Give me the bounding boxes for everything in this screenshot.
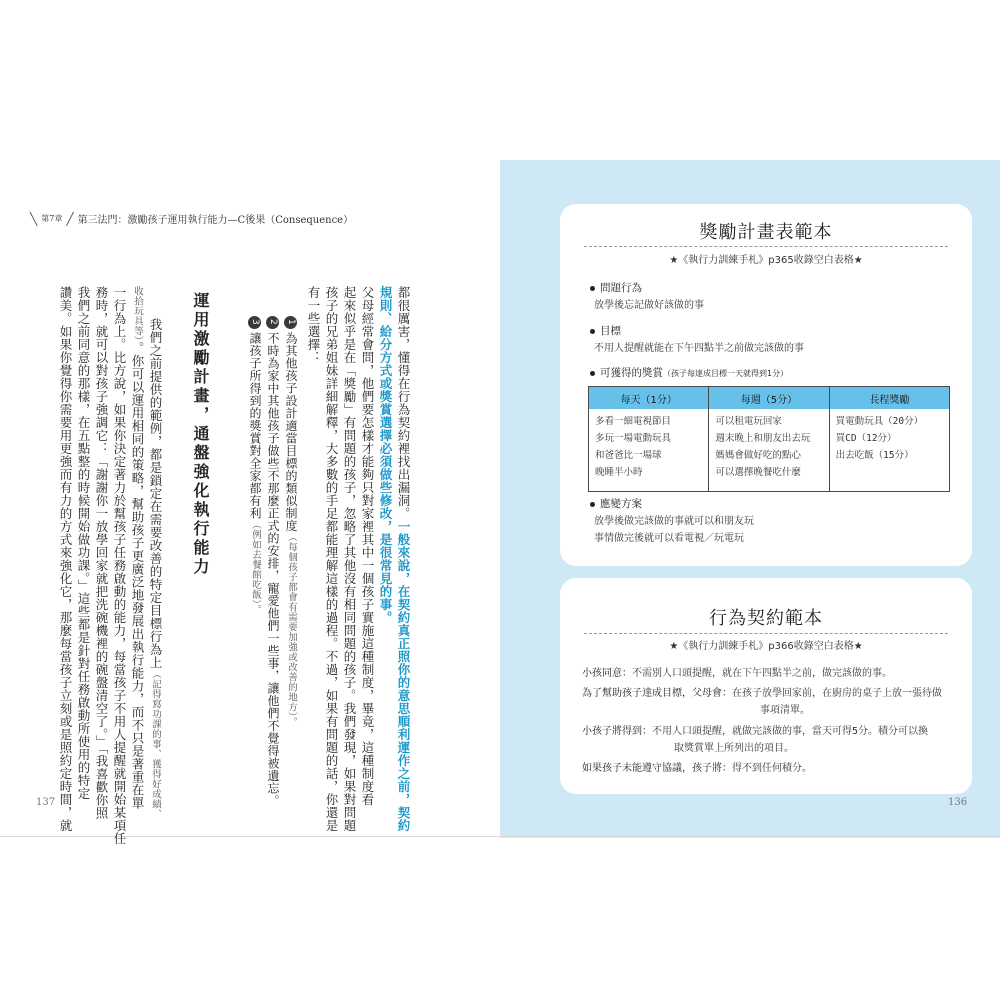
number-badge: 3 [248,316,261,329]
page-number: 137 [36,797,56,808]
label-text: 問題行為 [600,282,642,294]
bullet-icon [590,371,595,376]
body-note: （記得寫功課的事、獲得好成績、 [150,669,161,819]
running-head-title: 第三法門：激勵孩子運用執行能力—C後果（Consequence） [77,215,354,226]
option-item-1 [282,316,300,727]
option-item-3 [246,316,264,615]
section-heading: 運用激勵計畫，通盤強化執行能力 [191,292,210,577]
highlight-text: 一般來說，在契約真正照你的意思順利運作之前，契約 [396,520,411,832]
dashed-rule [584,246,948,247]
option-item-2 [264,316,282,807]
table-cell-daily [589,409,709,492]
bullet-icon [590,502,595,507]
highlight-column: 規則、給分方式或獎賞選擇必須做些修改，是很常見的事。 [378,286,393,624]
clause-label: 為了幫助孩子達成目標，父母會： [582,688,732,699]
backup-label [590,496,642,511]
clause-text: 得不到任何積分。 [732,763,812,774]
clause-text: 不需別人口頭提醒，就在下午四點半之前，做完該做的事。 [632,668,892,679]
body-column: 務時，就可以對孩子強調它：「謝謝你一放學回家就把洗碗機裡的碗盤清空了。」「我喜歡你照 [94,286,109,820]
contract-clause [582,685,952,719]
option-text: 為其他孩子設計適當目標的類似制度 [284,332,298,532]
label-text: 目標 [600,325,621,337]
table-cell-weekly [709,409,829,492]
reward-item: 可以租電玩回家 [715,416,782,427]
body-column [128,286,146,809]
clause-text: 在孩子放學回家前，在廚房的桌子上放一張待做 [732,688,942,699]
number-badge: 1 [284,316,297,329]
table-header-weekly: 每週（5分） [709,387,829,410]
body-text: 。你可以運用相同的策略，幫助孩子更廣泛地發展出執行能力，而不只是著重在單 [130,341,145,810]
label-text: 應變方案 [600,498,642,510]
reward-item: 買電動玩具（20分） [835,416,924,427]
problem-text: 放學後忘記做好該做的事 [594,300,704,311]
body-column: 父母經常會問，他們要怎樣才能夠只對家裡其中一個孩子實施這種制度，畢竟，這種制度看 [360,286,375,806]
chapter-label: 第7章 [41,214,63,223]
rewards-label [590,365,788,380]
clause-text: 事項清單。 [760,705,810,716]
option-note: （每個孩子都會有需要加強或改善的地方）。 [286,532,297,728]
clause-text: 不用人口頭提醒，就做完該做的事，當天可得5分。積分可以換 [652,726,929,737]
clause-label: 如果孩子未能遵守協議，孩子將： [582,763,732,774]
card-subtitle: ★《執行力訓練手札》p365收錄空白表格★ [669,255,863,266]
reward-item: 晚睡半小時 [595,467,643,478]
body-text: 我們之前提供的範例，都是鎖定在需要改善的特定目標行為上 [148,318,163,669]
card-title: 行為契約範本 [709,608,823,629]
dashed-rule [584,633,948,634]
option-text: 讓孩子所得到的獎賞對全家都有利 [248,332,262,520]
label-subtext: （孩子每達成目標一天就得到1分） [663,369,789,378]
body-note: 收拾玩具等） [132,286,143,342]
bullet-icon [590,286,595,291]
clause-label: 小孩同意： [582,668,632,679]
body-column: 孩子的兄弟姐妹詳細解釋，大多數的手足都能理解這樣的過程。不過，如果有問題的話，你還是 [324,286,339,832]
body-column: 我們之前同意的那樣，在五點整的時候開始做功課。」這些都是針對任務啟動所使用的特定 [76,286,91,800]
goal-text: 不用人提醒就能在下午四點半之前做完該做的事 [594,343,804,354]
body-column: 讚美。如果你覺得你需要用更強而有力的方式來強化它，那麼每當孩子立刻或是照約定時間，就 [58,286,73,832]
reward-item: 多看一細電視節目 [595,416,672,427]
clause-text: 取獎賞單上所列出的項目。 [674,743,794,754]
table-header-daily: 每天（1分） [589,387,709,410]
running-head [30,211,353,226]
body-column [394,286,412,832]
slash-mark: ╱ [66,211,74,226]
label-text: 可獲得的獎賞 [600,367,663,379]
reward-item: 週末晚上和朋友出去玩 [715,433,811,444]
option-note: （例如去餐館吃飯）。 [250,519,261,615]
body-column: 有一些選擇： [306,286,321,364]
problem-label [590,280,642,295]
table-cell-longterm [829,409,949,492]
reward-item: 買CD（12分） [835,433,897,444]
contract-clause [582,723,952,757]
table-header-longterm: 長程獎勵 [829,387,949,410]
bullet-icon [590,329,595,334]
body-column [146,318,164,819]
reward-table [588,386,950,492]
goal-label [590,323,621,338]
body-column: 一行為上。比方說，如果你決定著力於幫孩子任務啟動的能力，每當孩子不用人提醒就開始某項任 [112,286,127,845]
number-badge: 2 [266,316,279,329]
body-column: 起來似乎是在「獎勵」有問題的孩子，忽略了其他沒有相同問題的孩子。我們發現，如果對問題 [342,286,357,832]
reward-item: 出去吃飯（15分） [835,450,914,461]
reward-item: 可以選擇晚餐吃什麼 [715,467,801,478]
page-number: 136 [948,797,968,808]
behavior-contract-card [560,578,972,794]
slash-mark: ╲ [30,211,38,226]
reward-plan-card [560,204,972,566]
reward-item: 媽媽會做好吃的點心 [715,450,801,461]
contract-clause [582,665,952,682]
contract-clause [582,760,952,777]
reward-item: 多玩一場電動玩具 [595,433,672,444]
option-text: 不時為家中其他孩子做些不那麼正式的安排，寵愛他們一些事，讓他們不覺得被遺忘。 [266,332,280,807]
reward-item: 和爸爸比一場球 [595,450,662,461]
body-text: 都很厲害，懂得在行為契約裡找出漏洞。 [396,286,411,520]
clause-label: 小孩子將得到： [582,726,652,737]
backup-text: 放學後做完該做的事就可以和朋友玩 [594,516,754,527]
card-subtitle: ★《執行力訓練手札》p366收錄空白表格★ [669,641,863,652]
page-edge [0,836,1000,837]
card-title: 獎勵計畫表範本 [699,222,833,243]
backup-text: 事情做完後就可以看電視／玩電玩 [594,533,744,544]
